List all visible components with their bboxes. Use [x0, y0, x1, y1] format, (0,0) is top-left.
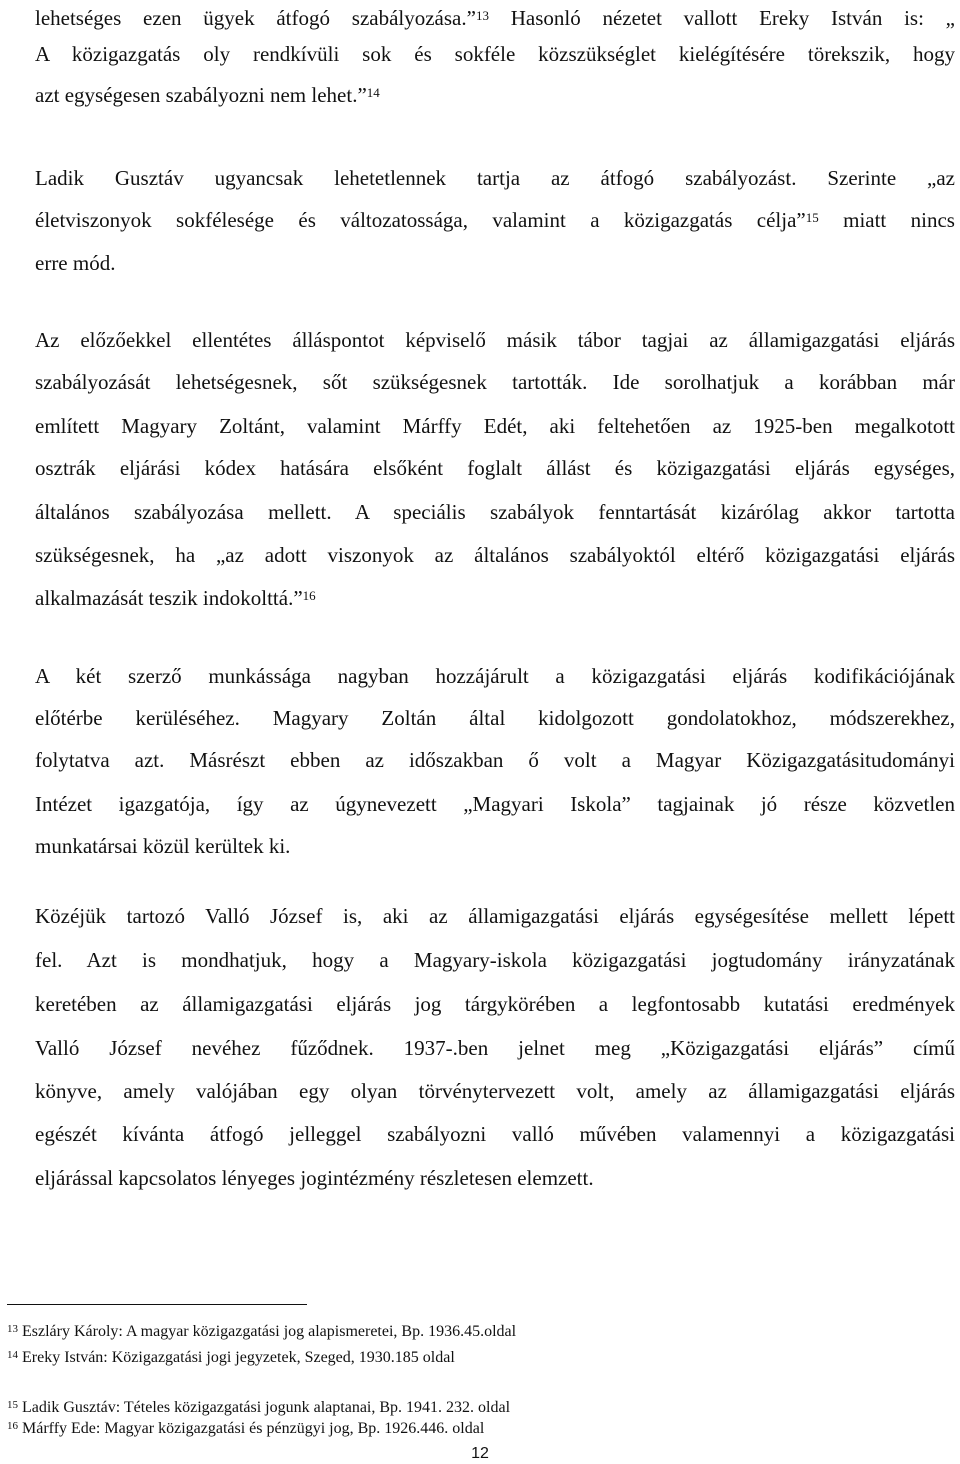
footnote-number: 13	[7, 1323, 18, 1335]
footnote-reference: 13	[475, 8, 489, 23]
text-line	[35, 828, 955, 864]
line-text: munkatársai közül kerültek ki.	[35, 834, 291, 858]
line-text: előtérbe kerüléséhez. Magyary Zoltán által kidolgozott gondolatokhoz, módszerekhez,	[35, 706, 955, 730]
text-line	[35, 986, 955, 1022]
line-text: Valló József nevéhez fűződnek. 1937-.ben jelnet meg „Közigazgatási eljárás” című	[35, 1036, 955, 1060]
line-text: fel. Azt is mondhatjuk, hogy a Magyary-iskola közigazgatási jogtudomány irányzatának	[35, 948, 955, 972]
text-line	[35, 245, 955, 281]
footnote-text: Ladik Gusztáv: Tételes közigazgatási jogunk alaptanai, Bp. 1941. 232. oldal	[18, 1399, 511, 1416]
line-text: azt egységesen szabályozni nem lehet.”	[35, 83, 367, 107]
text-line	[35, 494, 955, 530]
text-line	[35, 580, 955, 616]
text-line	[35, 408, 955, 444]
footnote-text: Eszláry Károly: A magyar közigazgatási jog alapismeretei, Bp. 1936.45.oldal	[18, 1323, 517, 1340]
line-text: szabályozását lehetségesnek, sőt szükségesnek tartották. Ide sorolhatjuk a korábban már	[35, 370, 955, 394]
footnote-reference: 16	[302, 588, 316, 603]
line-text: egészét kívánta átfogó jelleggel szabályozni valló művében valamennyi a közigazgatási	[35, 1122, 955, 1146]
footnote	[7, 1418, 484, 1440]
text-line	[35, 700, 955, 736]
text-line	[35, 322, 955, 358]
footnote-reference: 15	[805, 210, 819, 225]
text-line	[35, 0, 955, 36]
line-text: általános szabályozása mellett. A speciális szabályok fenntartását kizárólag akkor tartotta	[35, 500, 955, 524]
text-line	[35, 1073, 955, 1109]
line-text: Közéjük tartozó Valló József is, aki az államigazgatási eljárás egységesítése mellett lépett	[35, 904, 955, 928]
footnote-text: Márffy Ede: Magyar közigazgatási és pénzügyi jog, Bp. 1926.446. oldal	[18, 1420, 485, 1437]
footnote-number: 14	[7, 1349, 18, 1361]
line-text: folytatva azt. Másrészt ebben az időszakban ő volt a Magyar Közigazgatásitudományi	[35, 748, 955, 772]
footnote-separator	[7, 1304, 307, 1305]
line-text: A közigazgatás oly rendkívüli sok és sokféle közszükséglet kielégítésére törekszik, hogy	[35, 42, 955, 66]
footnote-number: 16	[7, 1420, 18, 1432]
footnote	[7, 1347, 455, 1369]
line-text: életviszonyok sokfélesége és változatossága, valamint a közigazgatás célja”	[35, 208, 806, 232]
text-line	[35, 942, 955, 978]
text-line	[35, 786, 955, 822]
footnote	[7, 1321, 516, 1343]
line-text: A két szerző munkássága nagyban hozzájárult a közigazgatási eljárás kodifikációjának	[35, 664, 955, 688]
text-line	[35, 742, 955, 778]
text-line	[35, 77, 955, 113]
text-line	[35, 160, 955, 196]
footnote-reference: 14	[366, 85, 380, 100]
line-text: eljárással kapcsolatos lényeges jogintézmény részletesen elemzett.	[35, 1166, 594, 1190]
footnote-number: 15	[7, 1399, 18, 1411]
text-line	[35, 1160, 955, 1196]
line-text: említett Magyary Zoltánt, valamint Márffy Edét, aki feltehetően az 1925-ben megalkotott	[35, 414, 955, 438]
text-line	[35, 537, 955, 573]
text-line	[35, 1116, 955, 1152]
text-line	[35, 450, 955, 486]
footnote	[7, 1397, 510, 1419]
page-number: 12	[471, 1445, 489, 1462]
line-text: erre mód.	[35, 251, 116, 275]
line-text: Intézet igazgatója, így az úgynevezett „Magyari Iskola” tagjainak jó része közvetlen	[35, 792, 955, 816]
text-line	[35, 364, 955, 400]
text-line	[35, 1030, 955, 1066]
line-text: könyve, amely valójában egy olyan törvénytervezett volt, amely az államigazgatási eljárás	[35, 1079, 955, 1103]
line-text: keretében az államigazgatási eljárás jog tárgykörében a legfontosabb kutatási eredmények	[35, 992, 955, 1016]
text-line	[35, 36, 955, 72]
line-text: Az előzőekkel ellentétes álláspontot képviselő másik tábor tagjai az államigazgatási eljárás	[35, 328, 955, 352]
text-line	[35, 658, 955, 694]
footnote-text: Ereky István: Közigazgatási jogi jegyzetek, Szeged, 1930.185 oldal	[18, 1349, 455, 1366]
line-text-continued: Hasonló nézetet vallott Ereky István is: „	[488, 6, 956, 30]
text-line	[35, 898, 955, 934]
line-text: Ladik Gusztáv ugyancsak lehetetlennek tartja az átfogó szabályozást. Szerinte „az	[35, 166, 955, 190]
line-text: lehetséges ezen ügyek átfogó szabályozása.”	[35, 6, 476, 30]
text-line	[35, 202, 955, 238]
line-text: osztrák eljárási kódex hatására elsőként foglalt állást és közigazgatási eljárás egységes,	[35, 456, 955, 480]
line-text: alkalmazását teszik indokolttá.”	[35, 586, 303, 610]
line-text-continued: miatt nincs	[818, 208, 955, 232]
line-text: szükségesnek, ha „az adott viszonyok az általános szabályoktól eltérő közigazgatási eljárás	[35, 543, 955, 567]
